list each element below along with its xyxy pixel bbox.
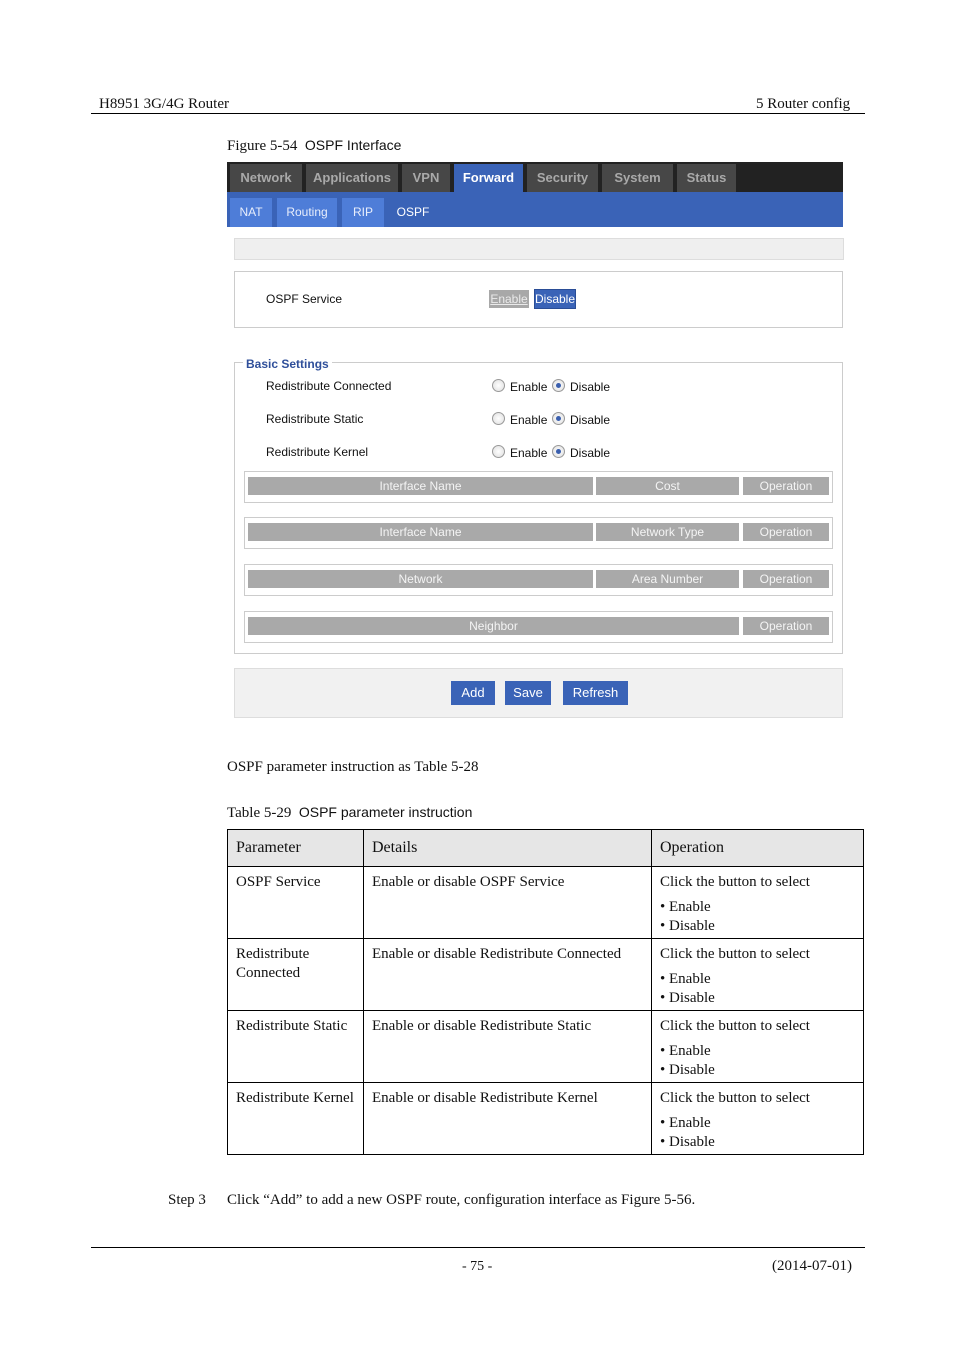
interface-cost-table: [244, 471, 833, 503]
subtab-rip[interactable]: RIP: [342, 198, 384, 227]
ospf-service-panel: [234, 271, 843, 328]
interface-network-type-table: [244, 517, 833, 549]
bullet-text: Enable: [669, 971, 711, 987]
neighbor-table: [244, 611, 833, 643]
bullet-text: Disable: [669, 1134, 715, 1150]
save-button[interactable]: Save: [505, 681, 551, 705]
table-header-operation: Operation: [743, 477, 829, 495]
figure-caption-number: Figure 5-54: [227, 138, 298, 154]
cell-details: Enable or disable Redistribute Connected: [364, 939, 652, 1011]
table-header-cost: Cost: [596, 477, 739, 495]
operation-text: Click the button to select: [660, 946, 810, 962]
table-row: [228, 939, 864, 1011]
bullet-text: Disable: [669, 918, 715, 934]
refresh-button[interactable]: Refresh: [563, 681, 628, 705]
footer-date: (2014-07-01): [772, 1258, 852, 1274]
add-button[interactable]: Add: [451, 681, 495, 705]
cell-operation: [652, 1011, 864, 1083]
bullet-text: Enable: [669, 899, 711, 915]
redistribute-kernel-disable-label: Disable: [570, 446, 611, 460]
table-caption-number: Table 5-29: [227, 805, 292, 821]
cell-details: Enable or disable OSPF Service: [364, 867, 652, 939]
tab-network[interactable]: Network: [230, 164, 302, 192]
table-header-area-number: Area Number: [596, 570, 739, 588]
bullet-item: • Disable: [660, 1134, 715, 1150]
figure-caption-text: OSPF Interface: [304, 137, 402, 153]
header-doc-title: H8951 3G/4G Router: [99, 96, 229, 112]
redistribute-static-enable-label: Enable: [510, 413, 548, 427]
cell-parameter: Redistribute Kernel: [228, 1083, 364, 1155]
bullet-item: • Disable: [660, 1062, 715, 1078]
header-operation: Operation: [652, 830, 864, 867]
header-parameter: Parameter: [228, 830, 364, 867]
table-caption: [227, 804, 472, 822]
ospf-service-label: OSPF Service: [266, 292, 343, 306]
table-row: [228, 1011, 864, 1083]
ospf-enable-button[interactable]: Enable: [490, 292, 528, 306]
tab-system[interactable]: System: [602, 164, 673, 192]
redistribute-kernel-label: Redistribute Kernel: [266, 445, 369, 459]
table-header-interface-name: Interface Name: [248, 523, 593, 541]
redistribute-connected-label: Redistribute Connected: [266, 379, 392, 393]
header-details: Details: [364, 830, 652, 867]
sub-nav-bar: [227, 192, 843, 227]
redistribute-connected-enable-radio[interactable]: [492, 379, 505, 392]
parameter-table: [227, 829, 864, 1155]
bullet-text: Enable: [669, 1043, 711, 1059]
subtab-nat[interactable]: NAT: [230, 198, 272, 227]
subtab-ospf[interactable]: OSPF: [388, 198, 438, 227]
table-header-network-type: Network Type: [596, 523, 739, 541]
bullet-item: • Enable: [660, 899, 711, 915]
tab-security[interactable]: Security: [527, 164, 598, 192]
redistribute-static-disable-radio[interactable]: [552, 412, 565, 425]
redistribute-connected-enable-label: Enable: [510, 380, 548, 394]
table-header-operation: Operation: [743, 523, 829, 541]
table-caption-text: OSPF parameter instruction: [298, 804, 473, 820]
bullet-item: • Disable: [660, 990, 715, 1006]
tab-vpn[interactable]: VPN: [402, 164, 450, 192]
step-label: Step 3: [168, 1192, 206, 1208]
table-header-network: Network: [248, 570, 593, 588]
table-header-interface-name: Interface Name: [248, 477, 593, 495]
tab-applications[interactable]: Applications: [306, 164, 398, 192]
redistribute-connected-disable-label: Disable: [570, 380, 611, 394]
cell-details: Enable or disable Redistribute Kernel: [364, 1083, 652, 1155]
cell-operation: [652, 867, 864, 939]
table-header-operation: Operation: [743, 570, 829, 588]
cell-parameter: OSPF Service: [228, 867, 364, 939]
cell-parameter: Redistribute Connected: [228, 939, 364, 1011]
table-header-row: [228, 830, 864, 867]
cell-parameter: Redistribute Static: [228, 1011, 364, 1083]
bullet-text: Enable: [669, 1115, 711, 1131]
operation-text: Click the button to select: [660, 1018, 810, 1034]
redistribute-kernel-enable-label: Enable: [510, 446, 548, 460]
tab-status[interactable]: Status: [677, 164, 736, 192]
cell-operation: [652, 1083, 864, 1155]
subtab-routing[interactable]: Routing: [277, 198, 337, 227]
table-header-operation: Operation: [743, 617, 829, 635]
redistribute-static-disable-label: Disable: [570, 413, 611, 427]
info-bar: [234, 238, 844, 260]
table-header-neighbor: Neighbor: [248, 617, 739, 635]
redistribute-static-enable-radio[interactable]: [492, 412, 505, 425]
ospf-disable-button[interactable]: Disable: [534, 289, 576, 309]
intro-paragraph: OSPF parameter instruction as Table 5-28: [227, 759, 479, 775]
tab-forward[interactable]: Forward: [454, 164, 523, 192]
bullet-item: • Enable: [660, 1115, 711, 1131]
redistribute-connected-disable-radio[interactable]: [552, 379, 565, 392]
cell-operation: [652, 939, 864, 1011]
bullet-item: • Enable: [660, 1043, 711, 1059]
table-row: [228, 867, 864, 939]
table-row: [228, 1083, 864, 1155]
step-text: Click “Add” to add a new OSPF route, configuration interface as Figure 5-56.: [227, 1192, 696, 1208]
bullet-text: Disable: [669, 990, 715, 1006]
footer-rule: [91, 1247, 865, 1248]
bullet-item: • Enable: [660, 971, 711, 987]
bullet-item: • Disable: [660, 918, 715, 934]
cell-details: Enable or disable Redistribute Static: [364, 1011, 652, 1083]
header-chapter: 5 Router config: [756, 96, 851, 112]
basic-settings-legend: Basic Settings: [243, 357, 332, 371]
router-ui-screenshot: [227, 162, 843, 722]
header-rule: [91, 113, 865, 114]
redistribute-static-label: Redistribute Static: [266, 412, 364, 426]
network-area-table: [244, 564, 833, 596]
action-button-bar: [234, 668, 843, 718]
operation-text: Click the button to select: [660, 874, 810, 890]
redistribute-kernel-enable-radio[interactable]: [492, 445, 505, 458]
page-number: - 75 -: [462, 1259, 493, 1274]
bullet-text: Disable: [669, 1062, 715, 1078]
redistribute-kernel-disable-radio[interactable]: [552, 445, 565, 458]
main-nav-bar: [227, 162, 843, 192]
operation-text: Click the button to select: [660, 1090, 810, 1106]
figure-caption: [227, 137, 401, 155]
